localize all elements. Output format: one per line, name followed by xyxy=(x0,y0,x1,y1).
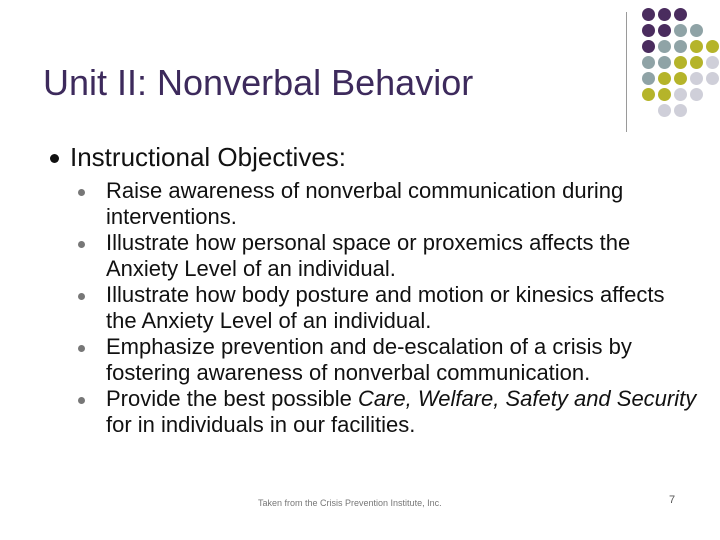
dot xyxy=(674,72,687,85)
dot xyxy=(658,72,671,85)
objective-text-prefix: Provide the best possible xyxy=(106,386,358,411)
dot xyxy=(674,88,687,101)
page-number: 7 xyxy=(669,494,676,506)
objectives-list xyxy=(78,178,698,438)
dot xyxy=(690,56,703,69)
bullet-icon xyxy=(78,397,85,404)
objective-item xyxy=(78,334,698,386)
objective-text-suffix: for in individuals in our facilities. xyxy=(106,412,416,437)
bullet-icon xyxy=(78,241,85,248)
objective-item xyxy=(78,178,698,230)
dot xyxy=(642,56,655,69)
dot xyxy=(674,8,687,21)
dot xyxy=(690,88,703,101)
dot xyxy=(658,8,671,21)
dot xyxy=(642,88,655,101)
bullet-icon xyxy=(78,345,85,352)
dot xyxy=(706,40,719,53)
bullet-icon xyxy=(78,189,85,196)
dot xyxy=(642,40,655,53)
slide-title: Unit II: Nonverbal Behavior xyxy=(43,62,474,103)
dot xyxy=(690,40,703,53)
dot xyxy=(642,24,655,37)
dot xyxy=(706,56,719,69)
vertical-divider xyxy=(626,12,627,132)
objective-text: Emphasize prevention and de-escalation of a crisis by fostering awareness of nonverbal communication. xyxy=(106,334,632,385)
bullet-icon xyxy=(78,293,85,300)
dot xyxy=(690,24,703,37)
objective-item xyxy=(78,386,698,438)
objective-text: Illustrate how personal space or proxemics affects the Anxiety Level of an individual. xyxy=(106,230,631,281)
dot xyxy=(674,40,687,53)
dot xyxy=(658,24,671,37)
dot xyxy=(642,8,655,21)
bullet-icon xyxy=(50,154,59,163)
objective-item xyxy=(78,230,698,282)
dot xyxy=(658,40,671,53)
objective-text: Raise awareness of nonverbal communication during interventions. xyxy=(106,178,624,229)
objective-item xyxy=(78,282,698,334)
dot xyxy=(658,104,671,117)
dot xyxy=(658,88,671,101)
footer-credit: Taken from the Crisis Prevention Institute, Inc. xyxy=(258,498,442,508)
main-bullet-text: Instructional Objectives: xyxy=(70,142,347,172)
dot xyxy=(674,24,687,37)
objective-text: Illustrate how body posture and motion or kinesics affects the Anxiety Level of an individual. xyxy=(106,282,665,333)
dot xyxy=(642,72,655,85)
dot xyxy=(674,104,687,117)
objective-text-emphasis: Care, Welfare, Safety and Security xyxy=(357,386,697,411)
dot xyxy=(690,72,703,85)
dot xyxy=(706,72,719,85)
dot xyxy=(658,56,671,69)
dot xyxy=(674,56,687,69)
